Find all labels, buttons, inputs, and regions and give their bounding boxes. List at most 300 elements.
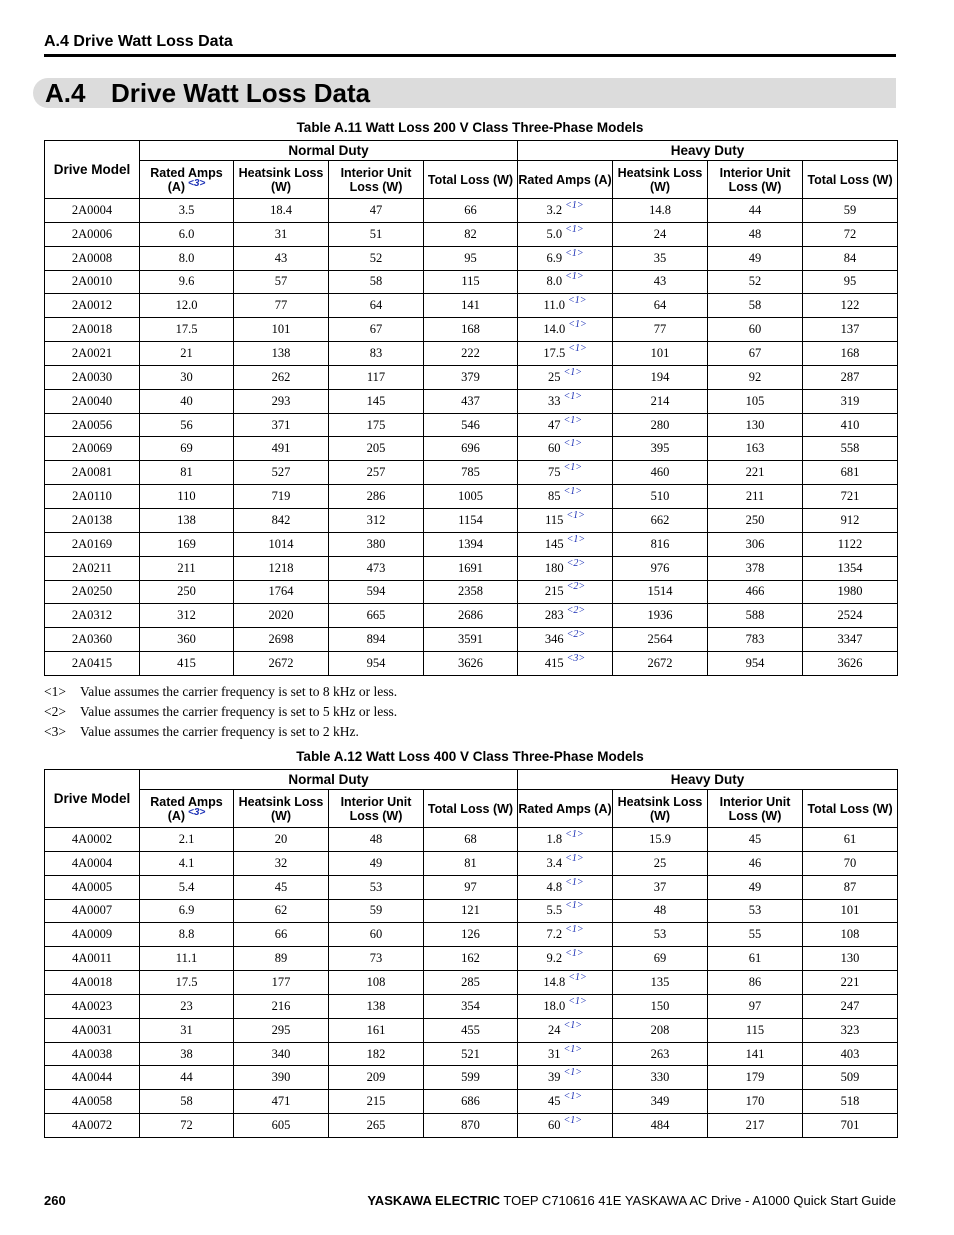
note-1 — [44, 682, 397, 702]
table-cell: 3626 — [424, 652, 518, 676]
footnote-ref: <1> — [567, 295, 587, 307]
header-row-groups — [45, 770, 954, 790]
table-cell: 3626 — [803, 652, 898, 676]
table-cell: 163 — [708, 437, 803, 461]
table-row — [45, 1018, 954, 1042]
table-cell: 53 — [329, 875, 424, 899]
table-cell: 69 — [613, 947, 708, 971]
table-cell: 60 — [708, 318, 803, 342]
table-cell: 66 — [234, 923, 329, 947]
table-cell: 247 — [803, 994, 898, 1018]
drive-model-cell: 2A0138 — [45, 508, 140, 532]
col-hd-2: Interior Unit Loss (W) — [708, 790, 803, 828]
table-cell: 175 — [329, 413, 424, 437]
table-cell: 62 — [234, 899, 329, 923]
drive-model-cell: 2A0110 — [45, 485, 140, 509]
hd-rated-amps: 3.2 — [546, 202, 563, 217]
table-cell: 379 — [424, 365, 518, 389]
col-hd-0: Rated Amps (A) — [518, 790, 613, 828]
col-label: Rated Amps (A) — [150, 794, 223, 823]
table-row — [45, 389, 954, 413]
table-cell: 8.8 — [140, 923, 234, 947]
hd-rated-amps-cell — [518, 994, 613, 1018]
footnote-ref: <1> — [565, 876, 584, 888]
note-tag: <1> — [44, 684, 66, 699]
table-cell: 61 — [803, 828, 898, 852]
table-cell: 605 — [234, 1114, 329, 1138]
table-cell: 48 — [708, 222, 803, 246]
hd-rated-amps-cell — [518, 437, 613, 461]
table-cell: 263 — [613, 1042, 708, 1066]
footnote-ref: <1> — [565, 247, 584, 259]
footnote-ref: <1> — [565, 271, 584, 283]
table-cell: 395 — [613, 437, 708, 461]
table-body — [45, 828, 954, 1138]
footer-doc-title — [367, 1193, 896, 1208]
footnote-ref: <3> — [188, 177, 206, 189]
footnote-ref: <3> — [566, 652, 586, 664]
table-cell: 783 — [708, 628, 803, 652]
table-header — [45, 770, 954, 828]
hd-rated-amps: 25 — [548, 369, 561, 384]
table-cell: 719 — [234, 485, 329, 509]
drive-model-cell: 2A0018 — [45, 318, 140, 342]
footnote-ref: <1> — [568, 319, 587, 331]
table-row — [45, 899, 954, 923]
table-cell: 588 — [708, 604, 803, 628]
hd-rated-amps-cell — [518, 875, 613, 899]
hd-rated-amps-cell — [518, 604, 613, 628]
footnote-ref: <1> — [568, 995, 587, 1007]
table-cell: 1764 — [234, 580, 329, 604]
table-cell: 521 — [424, 1042, 518, 1066]
table-cell: 45 — [234, 875, 329, 899]
table-cell: 49 — [329, 851, 424, 875]
col-nd-2 — [329, 790, 424, 828]
table-cell: 306 — [708, 532, 803, 556]
table-cell: 509 — [803, 1066, 898, 1090]
hd-rated-amps-cell — [518, 851, 613, 875]
table-cell: 43 — [613, 270, 708, 294]
table-cell: 1936 — [613, 604, 708, 628]
table-row — [45, 851, 954, 875]
footer-brand: YASKAWA ELECTRIC — [367, 1193, 500, 1208]
table-cell: 209 — [329, 1066, 424, 1090]
footnote-ref: <1> — [565, 223, 584, 235]
hd-rated-amps-cell — [518, 1042, 613, 1066]
table-cell: 3591 — [424, 628, 518, 652]
section-title-text: Drive Watt Loss Data — [111, 78, 371, 108]
table-cell: 323 — [803, 1018, 898, 1042]
hd-rated-amps-cell — [518, 947, 613, 971]
hd-rated-amps: 115 — [545, 512, 564, 527]
col-hd-2: Interior Unit Loss (W) — [708, 161, 803, 199]
table-cell: 44 — [708, 199, 803, 223]
table-row — [45, 270, 954, 294]
table-cell: 11.1 — [140, 947, 234, 971]
footnote-ref: <1> — [565, 900, 584, 912]
footnote-ref: <1> — [565, 924, 584, 936]
table-cell: 222 — [424, 342, 518, 366]
note-tag: <2> — [44, 704, 66, 719]
table-row — [45, 532, 954, 556]
table-row — [45, 923, 954, 947]
table-cell: 2358 — [424, 580, 518, 604]
table-cell: 390 — [234, 1066, 329, 1090]
table-cell: 312 — [329, 508, 424, 532]
table-cell: 8.0 — [140, 246, 234, 270]
hd-rated-amps-cell — [518, 246, 613, 270]
table-cell: 51 — [329, 222, 424, 246]
table-cell: 665 — [329, 604, 424, 628]
table-cell: 44 — [140, 1066, 234, 1090]
table-cell: 43 — [234, 246, 329, 270]
table-cell: 1394 — [424, 532, 518, 556]
table-cell: 217 — [708, 1114, 803, 1138]
col-nd-3 — [424, 790, 518, 828]
footnote-ref: <1> — [563, 438, 583, 450]
drive-model-cell: 4A0002 — [45, 828, 140, 852]
table-cell: 360 — [140, 628, 234, 652]
table-cell: 53 — [708, 899, 803, 923]
table-cell: 2.1 — [140, 828, 234, 852]
hd-rated-amps: 180 — [544, 560, 564, 575]
drive-model-cell: 2A0004 — [45, 199, 140, 223]
drive-model-cell: 2A0012 — [45, 294, 140, 318]
table-row — [45, 199, 954, 223]
table-a12-caption: Table A.12 Watt Loss 400 V Class Three-Phase Models — [296, 749, 644, 764]
hd-rated-amps-cell — [518, 199, 613, 223]
drive-model-cell: 2A0069 — [45, 437, 140, 461]
table-cell: 194 — [613, 365, 708, 389]
hd-rated-amps: 3.4 — [546, 855, 563, 870]
drive-model-cell: 4A0004 — [45, 851, 140, 875]
table-cell: 66 — [424, 199, 518, 223]
table-cell: 340 — [234, 1042, 329, 1066]
table-cell: 403 — [803, 1042, 898, 1066]
table-row — [45, 318, 954, 342]
footnote-ref: <1> — [566, 509, 585, 521]
table-cell: 73 — [329, 947, 424, 971]
table-cell: 214 — [613, 389, 708, 413]
hd-rated-amps-cell — [518, 222, 613, 246]
hd-rated-amps: 5.0 — [546, 226, 563, 241]
table-cell: 491 — [234, 437, 329, 461]
col-nd-1 — [234, 790, 329, 828]
table-cell: 49 — [708, 246, 803, 270]
col-hd-1: Heatsink Loss (W) — [613, 161, 708, 199]
table-cell: 130 — [803, 947, 898, 971]
table-cell: 662 — [613, 508, 708, 532]
hd-rated-amps: 8.0 — [546, 274, 563, 289]
table-cell: 121 — [424, 899, 518, 923]
hd-rated-amps: 9.2 — [546, 951, 563, 966]
drive-model-cell: 2A0250 — [45, 580, 140, 604]
page-number: 260 — [44, 1193, 66, 1208]
footnote-ref: <1> — [563, 1115, 583, 1127]
hd-rated-amps: 31 — [548, 1046, 561, 1061]
table-cell: 59 — [329, 899, 424, 923]
hd-rated-amps-cell — [518, 828, 613, 852]
table-row — [45, 604, 954, 628]
col-label: Total Loss (W) — [427, 172, 514, 187]
table-cell: 87 — [803, 875, 898, 899]
drive-model-cell: 4A0011 — [45, 947, 140, 971]
drive-model-cell: 2A0056 — [45, 413, 140, 437]
table-cell: 5.4 — [140, 875, 234, 899]
note-text: Value assumes the carrier frequency is set to 2 kHz. — [80, 724, 359, 739]
note-tag: <3> — [44, 724, 66, 739]
footnote-ref: <1> — [565, 828, 584, 840]
table-cell: 115 — [708, 1018, 803, 1042]
table-cell: 101 — [803, 899, 898, 923]
table-row — [45, 222, 954, 246]
table-cell: 257 — [329, 461, 424, 485]
hd-rated-amps: 75 — [548, 465, 561, 480]
table-cell: 265 — [329, 1114, 424, 1138]
table-cell: 1005 — [424, 485, 518, 509]
table-a11-caption: Table A.11 Watt Loss 200 V Class Three-Phase Models — [296, 120, 644, 135]
header-rule — [44, 54, 896, 57]
footer-doc-text: TOEP C710616 41E YASKAWA AC Drive - A1000 Quick Start Guide — [503, 1193, 896, 1208]
table-cell: 70 — [803, 851, 898, 875]
table-cell: 137 — [803, 318, 898, 342]
table-cell: 842 — [234, 508, 329, 532]
table-cell: 53 — [613, 923, 708, 947]
drive-model-cell: 4A0072 — [45, 1114, 140, 1138]
table-row — [45, 437, 954, 461]
table-cell: 1691 — [424, 556, 518, 580]
table-cell: 599 — [424, 1066, 518, 1090]
table-cell: 211 — [708, 485, 803, 509]
header-row-columns — [45, 790, 954, 828]
hd-rated-amps: 415 — [544, 655, 564, 670]
col-label: Total Loss (W) — [427, 801, 514, 816]
col-hd-0: Rated Amps (A) — [518, 161, 613, 199]
table-cell: 319 — [803, 389, 898, 413]
hd-rated-amps-cell — [518, 652, 613, 676]
drive-model-cell: 4A0018 — [45, 971, 140, 995]
drive-model-cell: 2A0030 — [45, 365, 140, 389]
hd-rated-amps-cell — [518, 413, 613, 437]
col-label: Rated Amps (A) — [150, 165, 223, 194]
table-row — [45, 580, 954, 604]
table-cell: 1154 — [424, 508, 518, 532]
table-row — [45, 1114, 954, 1138]
col-hd-1: Heatsink Loss (W) — [613, 790, 708, 828]
footnote-ref: <3> — [188, 806, 206, 818]
hd-rated-amps: 145 — [544, 536, 564, 551]
drive-model-cell: 2A0312 — [45, 604, 140, 628]
table-cell: 47 — [329, 199, 424, 223]
table-cell: 48 — [329, 828, 424, 852]
table-cell: 954 — [708, 652, 803, 676]
footnote-ref: <1> — [565, 852, 584, 864]
note-2 — [44, 702, 397, 722]
table-cell: 55 — [708, 923, 803, 947]
table-cell: 177 — [234, 971, 329, 995]
table-row — [45, 508, 954, 532]
table-cell: 60 — [329, 923, 424, 947]
table-cell: 108 — [803, 923, 898, 947]
footnote-ref: <1> — [563, 1091, 583, 1103]
drive-model-cell: 4A0023 — [45, 994, 140, 1018]
table-cell: 101 — [613, 342, 708, 366]
table-cell: 954 — [329, 652, 424, 676]
table-cell: 52 — [329, 246, 424, 270]
note-3 — [44, 722, 397, 742]
table-cell: 17.5 — [140, 318, 234, 342]
table-cell: 92 — [708, 365, 803, 389]
table-cell: 58 — [708, 294, 803, 318]
table-cell: 455 — [424, 1018, 518, 1042]
drive-model-cell: 4A0009 — [45, 923, 140, 947]
drive-model-cell: 2A0008 — [45, 246, 140, 270]
footnote-ref: <2> — [566, 557, 586, 569]
table-cell: 293 — [234, 389, 329, 413]
table-cell: 35 — [613, 246, 708, 270]
table-cell: 286 — [329, 485, 424, 509]
header-row-groups — [45, 141, 954, 161]
table-cell: 95 — [803, 270, 898, 294]
table-cell: 145 — [329, 389, 424, 413]
table-cell: 64 — [613, 294, 708, 318]
table-cell: 18.4 — [234, 199, 329, 223]
table-cell: 696 — [424, 437, 518, 461]
col-label: Heatsink Loss (W) — [238, 165, 324, 194]
table-cell: 2020 — [234, 604, 329, 628]
table-cell: 69 — [140, 437, 234, 461]
table-cell: 894 — [329, 628, 424, 652]
table-cell: 215 — [329, 1090, 424, 1114]
table-cell: 82 — [424, 222, 518, 246]
col-group-heavy-duty: Heavy Duty — [518, 141, 898, 161]
table-cell: 415 — [140, 652, 234, 676]
hd-rated-amps-cell — [518, 899, 613, 923]
table-cell: 97 — [424, 875, 518, 899]
table-cell: 785 — [424, 461, 518, 485]
table-row — [45, 994, 954, 1018]
hd-rated-amps: 283 — [544, 608, 564, 623]
table-notes — [44, 682, 397, 742]
footnote-ref: <2> — [566, 581, 586, 593]
table-cell: 40 — [140, 389, 234, 413]
table-cell: 216 — [234, 994, 329, 1018]
table-cell: 518 — [803, 1090, 898, 1114]
table-cell: 37 — [613, 875, 708, 899]
table-cell: 64 — [329, 294, 424, 318]
hd-rated-amps: 14.8 — [543, 974, 566, 989]
footnote-ref: <1> — [563, 366, 583, 378]
footnote-ref: <1> — [568, 971, 587, 983]
col-label: Heatsink Loss (W) — [238, 794, 324, 823]
table-cell: 287 — [803, 365, 898, 389]
drive-model-cell: 2A0021 — [45, 342, 140, 366]
drive-model-cell: 2A0040 — [45, 389, 140, 413]
table-cell: 527 — [234, 461, 329, 485]
table-cell: 2672 — [613, 652, 708, 676]
table-cell: 262 — [234, 365, 329, 389]
table-cell: 295 — [234, 1018, 329, 1042]
hd-rated-amps-cell — [518, 270, 613, 294]
table-row — [45, 971, 954, 995]
drive-model-cell: 2A0006 — [45, 222, 140, 246]
col-group-normal-duty: Normal Duty — [140, 141, 518, 161]
col-drive-model: Drive Model — [45, 770, 140, 828]
footnote-ref: <1> — [563, 1043, 583, 1055]
hd-rated-amps-cell — [518, 1090, 613, 1114]
table-cell: 68 — [424, 828, 518, 852]
table-cell: 141 — [424, 294, 518, 318]
table-cell: 205 — [329, 437, 424, 461]
col-nd-3 — [424, 161, 518, 199]
table-cell: 701 — [803, 1114, 898, 1138]
table-cell: 57 — [234, 270, 329, 294]
table-cell: 150 — [613, 994, 708, 1018]
table-cell: 12.0 — [140, 294, 234, 318]
table-cell: 471 — [234, 1090, 329, 1114]
hd-rated-amps-cell — [518, 318, 613, 342]
hd-rated-amps-cell — [518, 389, 613, 413]
table-cell: 45 — [708, 828, 803, 852]
table-cell: 77 — [613, 318, 708, 342]
table-cell: 2686 — [424, 604, 518, 628]
note-text: Value assumes the carrier frequency is set to 8 kHz or less. — [80, 684, 398, 699]
hd-rated-amps: 17.5 — [543, 345, 566, 360]
table-cell: 546 — [424, 413, 518, 437]
table-cell: 31 — [234, 222, 329, 246]
table-cell: 169 — [140, 532, 234, 556]
table-cell: 101 — [234, 318, 329, 342]
table-cell: 23 — [140, 994, 234, 1018]
table-cell: 25 — [613, 851, 708, 875]
table-cell: 976 — [613, 556, 708, 580]
table-row — [45, 365, 954, 389]
hd-rated-amps: 85 — [548, 489, 561, 504]
hd-rated-amps-cell — [518, 1114, 613, 1138]
table-cell: 77 — [234, 294, 329, 318]
col-nd-1 — [234, 161, 329, 199]
footnote-ref: <2> — [566, 605, 586, 617]
table-cell: 108 — [329, 971, 424, 995]
table-cell: 72 — [803, 222, 898, 246]
table-row — [45, 1090, 954, 1114]
table-cell: 2698 — [234, 628, 329, 652]
table-cell: 52 — [708, 270, 803, 294]
table-cell: 349 — [613, 1090, 708, 1114]
drive-model-cell: 2A0360 — [45, 628, 140, 652]
table-cell: 162 — [424, 947, 518, 971]
table-cell: 86 — [708, 971, 803, 995]
watt-loss-table-200v — [44, 140, 954, 676]
hd-rated-amps-cell — [518, 342, 613, 366]
table-cell: 460 — [613, 461, 708, 485]
table-cell: 130 — [708, 413, 803, 437]
hd-rated-amps: 11.0 — [543, 298, 565, 313]
note-text: Value assumes the carrier frequency is set to 5 kHz or less. — [80, 704, 398, 719]
hd-rated-amps: 45 — [548, 1094, 561, 1109]
drive-model-cell: 2A0169 — [45, 532, 140, 556]
table-cell: 138 — [234, 342, 329, 366]
hd-rated-amps-cell — [518, 461, 613, 485]
table-cell: 14.8 — [613, 199, 708, 223]
table-row — [45, 1042, 954, 1066]
footnote-ref: <1> — [563, 414, 583, 426]
table-cell: 1514 — [613, 580, 708, 604]
hd-rated-amps: 60 — [548, 441, 561, 456]
table-row — [45, 294, 954, 318]
table-cell: 81 — [424, 851, 518, 875]
